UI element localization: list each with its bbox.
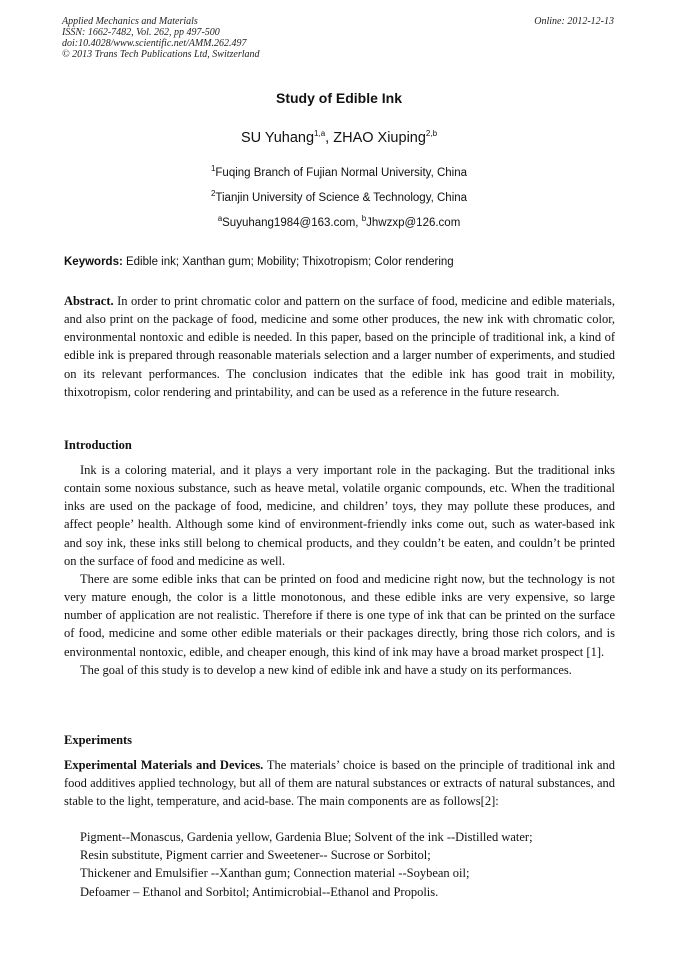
abstract-text: In order to print chromatic color and pattern on the surface of food, medicine and edible materials, and also print on the package of food, medicine and some other produces, the new ink with chromatic color, environmental nontoxic and edible is needed. In this paper, based on the principle of traditional ink, a kind of edible ink is prepared through reasonable materials selection and a larger number of experiments, and studied on its relevant performances. The conclusion indicates that the edible ink has good trait in mobility, thixotropism, color rendering and printability, and can be used as a reference in the future research. — [64, 294, 615, 399]
experiments-heading: Experiments — [64, 733, 133, 747]
affiliation-2 — [0, 189, 678, 204]
author-1: SU Yuhang — [240, 130, 315, 146]
email-b: Jhwzxp@126.com — [366, 217, 461, 229]
author-1-sup: 1,a — [314, 129, 326, 139]
experiments-body — [64, 756, 615, 810]
email-a-sup: a — [217, 214, 223, 224]
materials-subheading: Experimental Materials and Devices. — [64, 758, 264, 772]
affiliation-2-text: Tianjin University of Science & Technology, China — [215, 192, 468, 204]
introduction-body — [64, 461, 615, 679]
copyright-line: © 2013 Trans Tech Publications Ltd, Switzerland — [62, 49, 260, 60]
emails — [0, 214, 678, 229]
components-list — [80, 828, 615, 901]
doi-line: doi:10.4028/www.scientific.net/AMM.262.497 — [62, 38, 247, 49]
paper-title: Study of Edible Ink — [275, 90, 402, 106]
author-separator: , — [325, 130, 334, 146]
intro-paragraph-3: The goal of this study is to develop a new kind of edible ink and have a study on its performances. — [80, 662, 572, 677]
materials-text: The materials’ choice is based on the principle of traditional ink and food additives applied technology, but all of them are natural substances or extracts of natural substances, and stable to the light, temperature, and acid-base. The main components are as follows[2]: — [64, 758, 615, 809]
affiliation-1-text: Fuqing Branch of Fujian Normal University, China — [215, 167, 468, 179]
page-header — [62, 16, 614, 60]
list-item: Thickener and Emulsifier --Xanthan gum; Connection material --Soybean oil; — [80, 866, 470, 881]
abstract — [64, 292, 615, 401]
intro-paragraph-2: There are some edible inks that can be printed on food and medicine right now, but the technology is not very mature enough, the color is a little monotonous, and these edible inks are very expensive, so large number of application are not realistic. Therefore if there is one type of ink that can be printed on the surface of food, medicine and some other edible materials or their packages directly, bring those rich colors, and is environmental nontoxic, edible, and cheaper enough, this kind of ink may have a broad market prospect [1]. — [64, 571, 615, 659]
affiliation-1-sup: 1 — [210, 164, 216, 174]
email-a: Suyuhang1984@163.com, — [222, 217, 362, 229]
list-item: Resin substitute, Pigment carrier and Sweetener-- Sucrose or Sorbitol; — [80, 848, 431, 863]
list-item: Defoamer – Ethanol and Sorbitol; Antimicrobial--Ethanol and Propolis. — [80, 884, 439, 899]
journal-name: Applied Mechanics and Materials — [62, 16, 198, 27]
introduction-heading: Introduction — [64, 438, 132, 452]
author-2-sup: 2,b — [425, 129, 438, 139]
online-date: Online: 2012-12-13 — [534, 16, 614, 27]
intro-paragraph-1: Ink is a coloring material, and it plays a very important role in the packaging. But the traditional inks contain some noxious substance, such as heave metal, volatile organic compounds, etc. When the traditional inks are used on the package of food, medicine, and children’ toys, they may pollute these produces, and affect people’ health. Although some kind of environment-friendly inks come out, such as water-based ink and soy ink, these inks still belong to chemical products, and they couldn’t be eaten, and couldn’t be printed on the surface of food and medicine as well. — [64, 463, 615, 568]
issn-line: ISSN: 1662-7482, Vol. 262, pp 497-500 — [62, 27, 220, 38]
keywords-text: Edible ink; Xanthan gum; Mobility; Thixotropism; Color rendering — [122, 256, 454, 268]
authors-line — [0, 130, 678, 146]
abstract-label: Abstract. — [64, 294, 114, 308]
affiliation-2-sup: 2 — [210, 189, 216, 199]
keywords-label: Keywords: — [64, 256, 123, 268]
keywords — [64, 256, 614, 268]
author-2: ZHAO Xiuping — [333, 130, 426, 146]
list-item: Pigment--Monascus, Gardenia yellow, Gardenia Blue; Solvent of the ink --Distilled water; — [80, 830, 533, 844]
email-b-sup: b — [361, 214, 367, 224]
affiliation-1 — [0, 164, 678, 179]
